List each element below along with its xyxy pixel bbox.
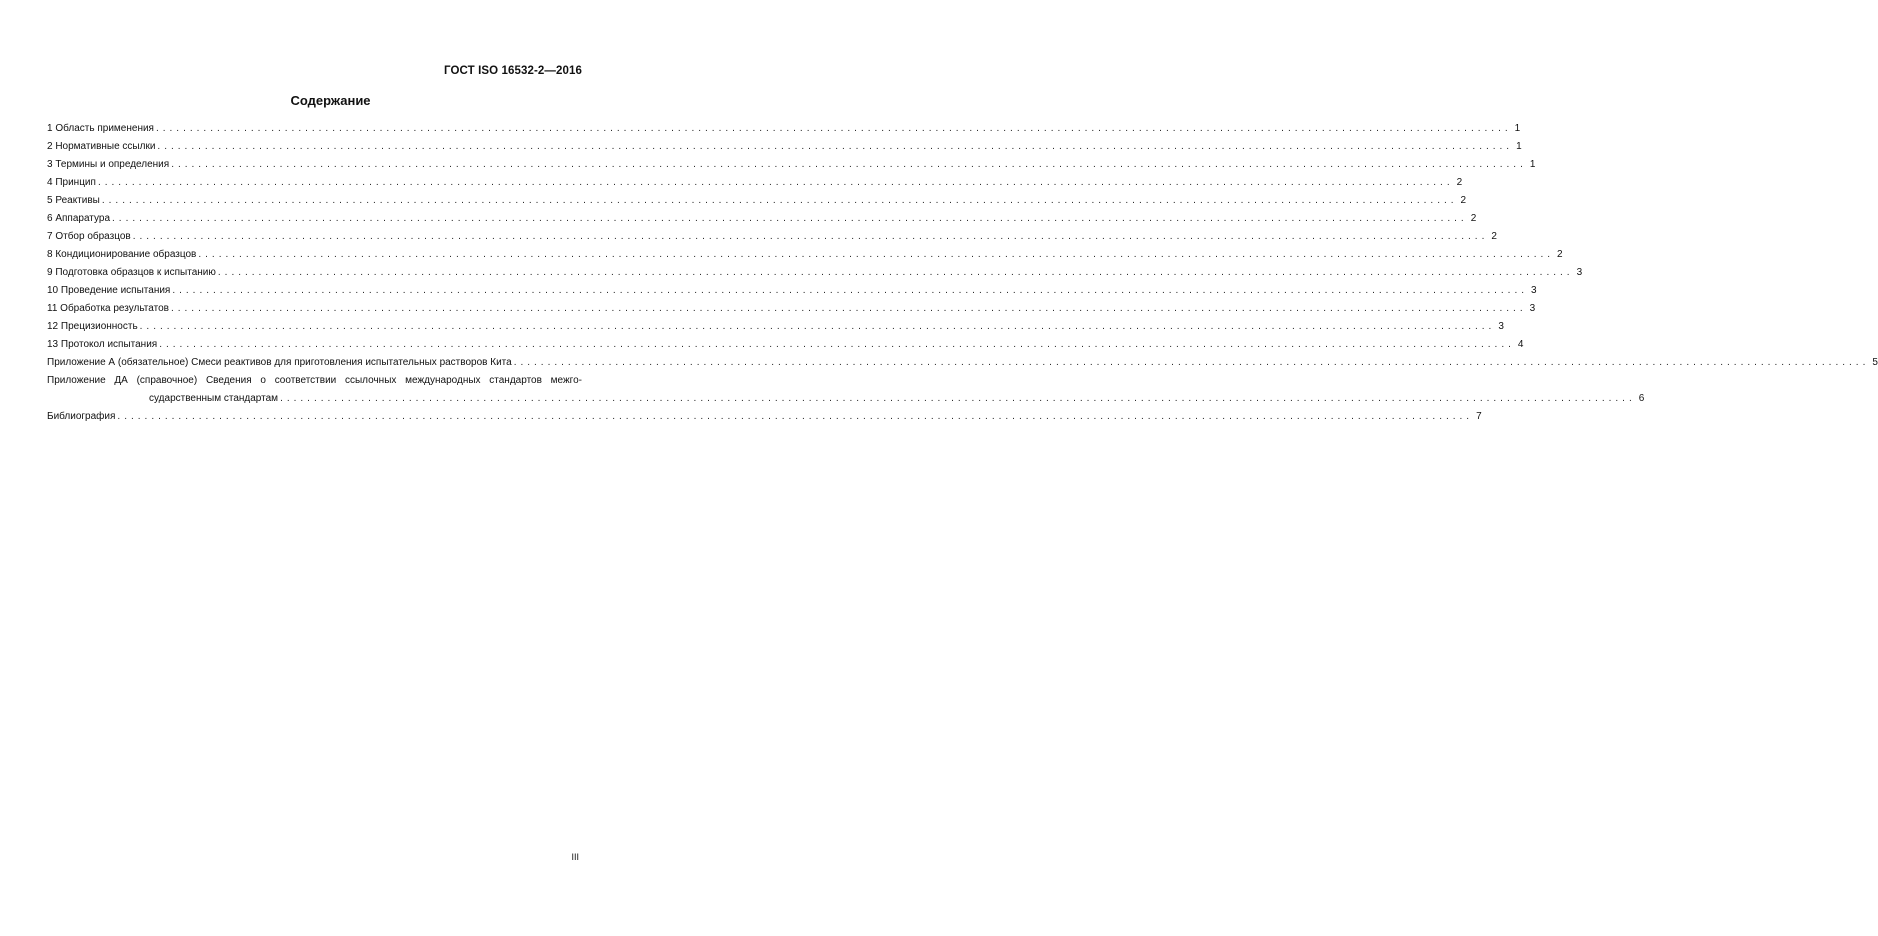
toc-entry[interactable] [47, 246, 1563, 264]
toc-leader-dots: ........................................................................................................................................................................................................ [159, 339, 1515, 350]
toc-leader-dots: ........................................................................................................................................................................................................ [117, 411, 1474, 422]
table-of-contents [47, 120, 1878, 426]
toc-entry[interactable] [47, 300, 1536, 318]
toc-leader-dots: ........................................................................................................................................................................................................ [170, 303, 1527, 314]
toc-entry-page: 6 [1638, 393, 1645, 404]
toc-leader-dots: ........................................................................................................................................................................................................ [172, 285, 1529, 296]
toc-entry[interactable] [47, 282, 1537, 300]
toc-entry[interactable] [47, 192, 1467, 210]
document-code: ГОСТ ISO 16532-2—2016 [444, 65, 582, 77]
toc-entry-page: 7 [1476, 411, 1482, 422]
toc-entry-label: Приложение А (обязательное) Смеси реактивов для приготовления испытательных растворов Кита [47, 357, 512, 368]
toc-leader-dots: ........................................................................................................................................................................................................ [198, 249, 1555, 260]
toc-entry-label: 9 Подготовка образцов к испытанию [47, 267, 216, 278]
toc-entry-page: 1 [1514, 123, 1521, 134]
toc-entry-label: 8 Кондиционирование образцов [47, 249, 197, 260]
toc-entry[interactable] [47, 174, 1463, 192]
toc-entry-label: 10 Проведение испытания [47, 285, 171, 296]
toc-entry-page: 3 [1529, 303, 1536, 314]
toc-leader-dots: ........................................................................................................................................................................................................ [513, 357, 1870, 368]
toc-entry[interactable] [47, 120, 1521, 138]
toc-entry-page: 1 [1529, 159, 1536, 170]
toc-entry-label: 12 Прецизионность [47, 321, 138, 332]
toc-entry-bibliography[interactable] [47, 408, 1482, 426]
toc-leader-dots: ........................................................................................................................................................................................................ [171, 159, 1527, 170]
toc-entry[interactable] [47, 156, 1536, 174]
toc-entry-page: 1 [1516, 141, 1522, 152]
toc-entry-label: Приложение ДА (справочное) Сведения о соответствии ссылочных международных стандартов межго- [47, 375, 582, 386]
toc-entry-label: 11 Обработка результатов [47, 303, 169, 314]
toc-entry-label: 5 Реактивы [47, 195, 100, 206]
toc-entry-label: 4 Принцип [47, 177, 96, 188]
toc-leader-dots: ........................................................................................................................................................................................................ [280, 393, 1636, 404]
toc-entry[interactable] [47, 354, 1878, 372]
toc-entry-label: 1 Область применения [47, 123, 154, 134]
toc-entry-page: 2 [1456, 177, 1463, 188]
toc-entry[interactable] [47, 264, 1583, 282]
toc-leader-dots: ........................................................................................................................................................................................................ [97, 177, 1454, 188]
toc-entry-page: 3 [1576, 267, 1583, 278]
toc-entry-label: 3 Термины и определения [47, 159, 170, 170]
toc-entry[interactable] [47, 336, 1524, 354]
toc-entry-label: 7 Отбор образцов [47, 231, 131, 242]
toc-leader-dots: ........................................................................................................................................................................................................ [157, 141, 1514, 152]
toc-entry-label: 13 Протокол испытания [47, 339, 158, 350]
toc-leader-dots: ........................................................................................................................................................................................................ [132, 231, 1489, 242]
toc-entry-label: 6 Аппаратура [47, 213, 111, 224]
toc-entry[interactable] [47, 210, 1477, 228]
toc-entry-page: 2 [1470, 213, 1477, 224]
toc-entry[interactable] [47, 318, 1504, 336]
toc-entry-page: 5 [1872, 357, 1878, 368]
toc-entry-label-continued: сударственным стандартам [149, 393, 279, 404]
toc-entry-page: 3 [1531, 285, 1537, 296]
toc-entry-label: 2 Нормативные ссылки [47, 141, 156, 152]
toc-leader-dots: ........................................................................................................................................................................................................ [155, 123, 1512, 134]
toc-leader-dots: ........................................................................................................................................................................................................ [112, 213, 1468, 224]
toc-entry[interactable] [47, 138, 1522, 156]
page-number: III [571, 852, 579, 862]
toc-leader-dots: ........................................................................................................................................................................................................ [139, 321, 1496, 332]
toc-entry-page: 3 [1498, 321, 1504, 332]
toc-entry-page: 2 [1557, 249, 1563, 260]
toc-entry-label: Библиография [47, 411, 116, 422]
toc-entry-page: 2 [1460, 195, 1467, 206]
toc-leader-dots: ........................................................................................................................................................................................................ [101, 195, 1458, 206]
toc-entry-page: 2 [1491, 231, 1497, 242]
toc-entry[interactable] [47, 228, 1497, 246]
toc-title: Содержание [290, 93, 371, 108]
toc-entry-page: 4 [1517, 339, 1524, 350]
toc-leader-dots: ........................................................................................................................................................................................................ [217, 267, 1574, 278]
toc-entry-annex-da[interactable] [47, 372, 1645, 408]
